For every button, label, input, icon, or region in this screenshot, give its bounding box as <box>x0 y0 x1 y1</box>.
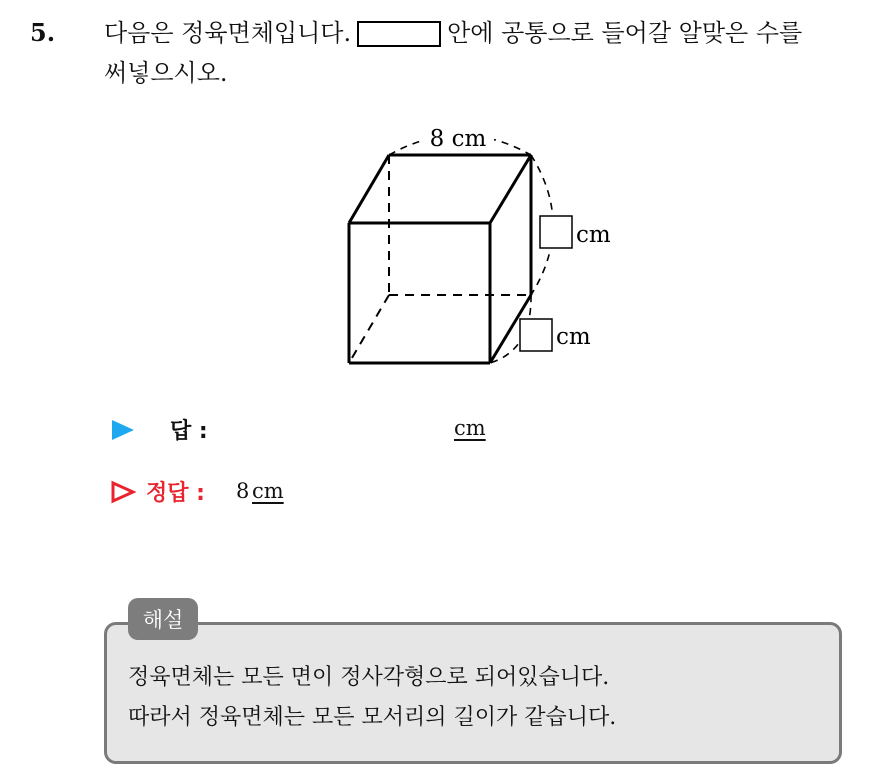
correct-answer-label: 정답 : <box>146 481 205 506</box>
question-text-before: 다음은 정육면체입니다. <box>104 19 352 47</box>
answer-unit: cm <box>454 416 486 440</box>
question-line-1 <box>104 18 802 48</box>
top-length-label: 8 cm <box>429 126 487 152</box>
right-blank-box <box>540 216 572 248</box>
explanation-box <box>104 622 842 764</box>
correct-answer-value: 8 <box>236 479 250 503</box>
explanation-tag: 해설 <box>128 598 198 640</box>
question-text-after: 안에 공통으로 들어갈 알맞은 수를 <box>447 19 803 47</box>
correct-marker-icon <box>110 480 136 504</box>
right-unit-label: cm <box>576 222 611 248</box>
cube-figure <box>300 110 640 380</box>
bottom-blank-box <box>520 319 552 351</box>
answer-marker-icon <box>110 418 136 442</box>
blank-box <box>357 21 441 47</box>
correct-answer-unit: cm <box>252 479 284 503</box>
answer-label: 답 : <box>170 419 208 444</box>
bottom-unit-label: cm <box>556 324 591 350</box>
cube-hidden-edges <box>349 155 531 363</box>
cube-visible-edges <box>349 155 531 363</box>
question-number: 5. <box>30 18 56 47</box>
question-line-2: 써넣으시오. <box>104 59 228 87</box>
explanation-line-1: 정육면체는 모든 면이 정사각형으로 되어있습니다. <box>128 665 610 690</box>
explanation-line-2: 따라서 정육면체는 모든 모서리의 길이가 같습니다. <box>128 705 617 730</box>
